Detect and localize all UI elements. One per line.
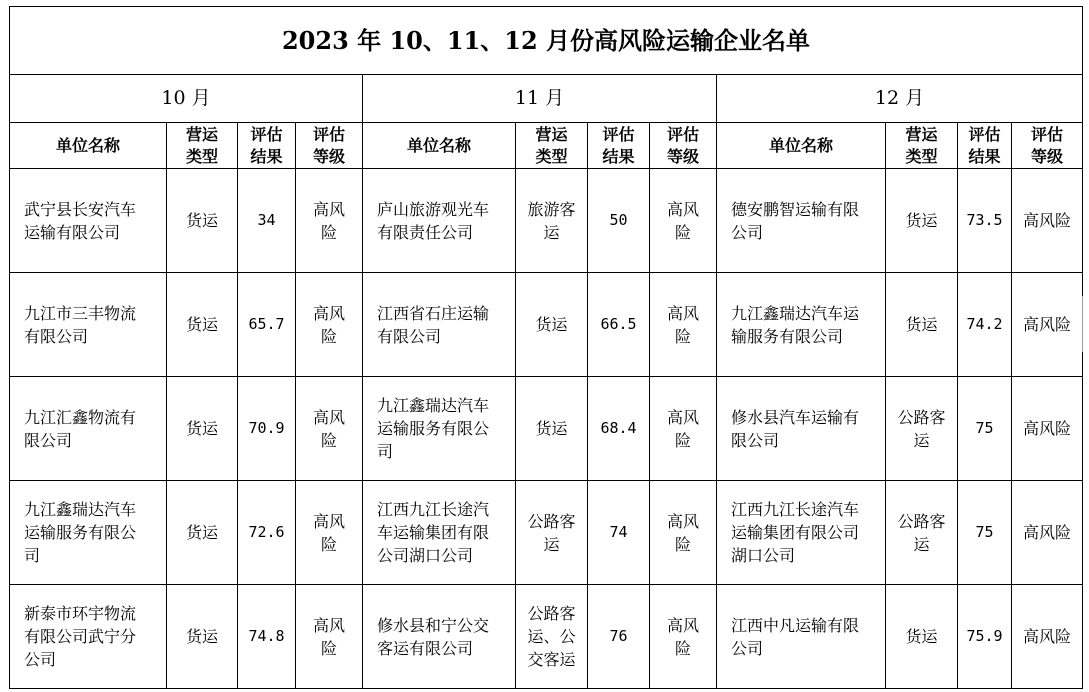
table-row <box>10 481 1083 585</box>
company-name-cell: 德安鹏智运输有限 公司 <box>717 169 886 273</box>
assessment-level-header: 评估 等级 <box>650 123 717 169</box>
month-header-3: 12 月 <box>717 75 1083 123</box>
assessment-level-header: 评估 等级 <box>1012 123 1083 169</box>
company-name-cell: 江西九江长途汽车 运输集团有限公司 湖口公司 <box>717 481 886 585</box>
company-name-cell: 新泰市环宇物流 有限公司武宁分 公司 <box>10 585 167 689</box>
table-row <box>10 273 1083 377</box>
unit-name-header: 单位名称 <box>10 123 167 169</box>
risk-level-cell: 高风险 <box>1012 273 1083 377</box>
assessment-score-cell: 76 <box>588 585 650 689</box>
operation-type-cell: 货运 <box>167 377 238 481</box>
company-name-cell: 九江汇鑫物流有 限公司 <box>10 377 167 481</box>
risk-level-cell: 高风 险 <box>650 273 717 377</box>
assessment-score-cell: 72.6 <box>238 481 296 585</box>
company-name-cell: 九江市三丰物流 有限公司 <box>10 273 167 377</box>
month-header-row <box>10 75 1083 123</box>
company-name-cell: 九江鑫瑞达汽车 运输服务有限公 司 <box>10 481 167 585</box>
assessment-score-cell: 75.9 <box>958 585 1012 689</box>
assessment-result-header: 评估 结果 <box>588 123 650 169</box>
risk-level-cell: 高风 险 <box>650 585 717 689</box>
operation-type-cell: 货运 <box>516 377 588 481</box>
assessment-level-header: 评估 等级 <box>296 123 363 169</box>
risk-level-cell: 高风 险 <box>650 377 717 481</box>
unit-name-header: 单位名称 <box>717 123 886 169</box>
company-name-cell: 武宁县长安汽车 运输有限公司 <box>10 169 167 273</box>
assessment-score-cell: 74.8 <box>238 585 296 689</box>
assessment-score-cell: 65.7 <box>238 273 296 377</box>
operation-type-cell: 货运 <box>886 585 958 689</box>
table-row <box>10 169 1083 273</box>
operation-type-cell: 公路客 运、公 交客运 <box>516 585 588 689</box>
table-row <box>10 585 1083 689</box>
company-name-cell: 修水县和宁公交 客运有限公司 <box>363 585 516 689</box>
company-name-cell: 江西九江长途汽 车运输集团有限 公司湖口公司 <box>363 481 516 585</box>
assessment-score-cell: 75 <box>958 377 1012 481</box>
scrollbar-edge <box>1082 296 1083 352</box>
table-title: 2023 年 10、11、12 月份高风险运输企业名单 <box>10 7 1083 75</box>
assessment-score-cell: 74 <box>588 481 650 585</box>
risk-level-cell: 高风险 <box>1012 169 1083 273</box>
risk-level-cell: 高风险 <box>1012 585 1083 689</box>
operation-type-cell: 公路客 运 <box>516 481 588 585</box>
risk-level-cell: 高风 险 <box>296 273 363 377</box>
risk-level-cell: 高风 险 <box>296 377 363 481</box>
assessment-score-cell: 74.2 <box>958 273 1012 377</box>
month-header-1: 10 月 <box>10 75 363 123</box>
operation-type-cell: 货运 <box>886 273 958 377</box>
unit-name-header: 单位名称 <box>363 123 516 169</box>
assessment-score-cell: 68.4 <box>588 377 650 481</box>
company-name-cell: 九江鑫瑞达汽车运 输服务有限公司 <box>717 273 886 377</box>
column-header-row <box>10 123 1083 169</box>
risk-level-cell: 高风 险 <box>296 481 363 585</box>
assessment-score-cell: 73.5 <box>958 169 1012 273</box>
risk-level-cell: 高风 险 <box>296 169 363 273</box>
company-name-cell: 庐山旅游观光车 有限责任公司 <box>363 169 516 273</box>
risk-level-cell: 高风险 <box>1012 377 1083 481</box>
assessment-score-cell: 75 <box>958 481 1012 585</box>
risk-enterprise-table <box>9 6 1083 689</box>
operation-type-cell: 货运 <box>167 273 238 377</box>
assessment-result-header: 评估 结果 <box>958 123 1012 169</box>
operation-type-header: 营运 类型 <box>516 123 588 169</box>
assessment-result-header: 评估 结果 <box>238 123 296 169</box>
company-name-cell: 修水县汽车运输有 限公司 <box>717 377 886 481</box>
assessment-score-cell: 70.9 <box>238 377 296 481</box>
operation-type-cell: 货运 <box>167 585 238 689</box>
risk-level-cell: 高风 险 <box>650 169 717 273</box>
operation-type-cell: 货运 <box>886 169 958 273</box>
company-name-cell: 江西省石庄运输 有限公司 <box>363 273 516 377</box>
operation-type-cell: 旅游客 运 <box>516 169 588 273</box>
operation-type-cell: 公路客 运 <box>886 377 958 481</box>
company-name-cell: 江西中凡运输有限 公司 <box>717 585 886 689</box>
operation-type-cell: 货运 <box>516 273 588 377</box>
table-body <box>10 169 1083 689</box>
risk-level-cell: 高风险 <box>1012 481 1083 585</box>
operation-type-cell: 公路客 运 <box>886 481 958 585</box>
operation-type-header: 营运 类型 <box>886 123 958 169</box>
operation-type-cell: 货运 <box>167 481 238 585</box>
operation-type-header: 营运 类型 <box>167 123 238 169</box>
month-header-2: 11 月 <box>363 75 717 123</box>
assessment-score-cell: 66.5 <box>588 273 650 377</box>
assessment-score-cell: 50 <box>588 169 650 273</box>
company-name-cell: 九江鑫瑞达汽车 运输服务有限公 司 <box>363 377 516 481</box>
assessment-score-cell: 34 <box>238 169 296 273</box>
risk-level-cell: 高风 险 <box>650 481 717 585</box>
operation-type-cell: 货运 <box>167 169 238 273</box>
risk-level-cell: 高风 险 <box>296 585 363 689</box>
table-row <box>10 377 1083 481</box>
